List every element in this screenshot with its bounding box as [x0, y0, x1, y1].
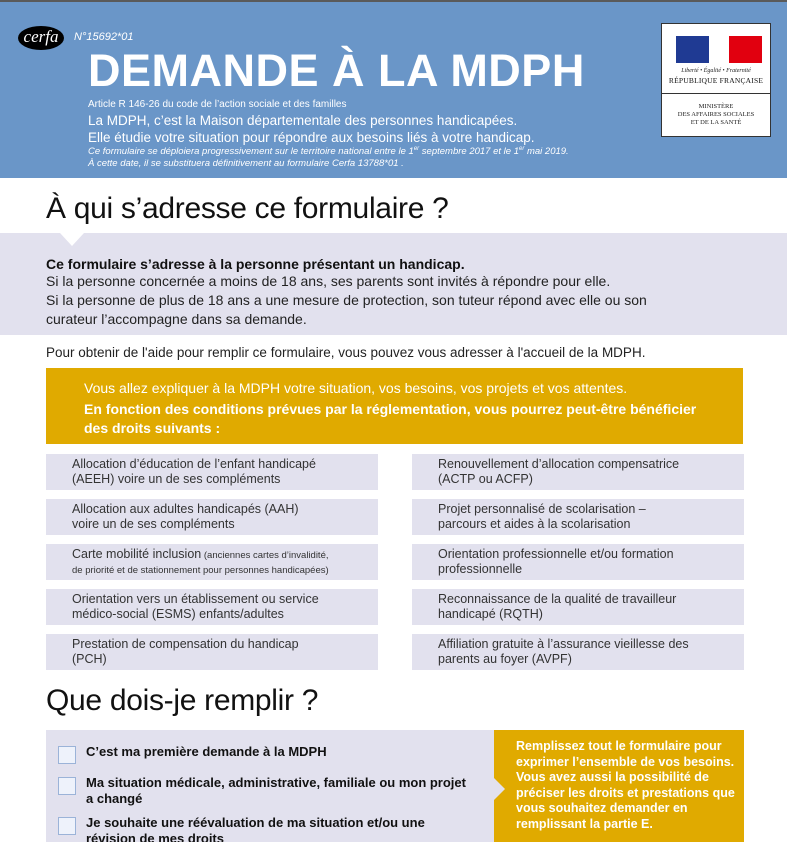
- cerfa-number: N°15692*01: [74, 31, 134, 43]
- speech-notch: [60, 233, 84, 246]
- rf-name: RÉPUBLIQUE FRANÇAISE: [668, 76, 764, 85]
- right-item-pch: Prestation de compensation du handicap (PCH): [46, 634, 378, 670]
- option-first-request[interactable]: C’est ma première demande à la MDPH: [58, 744, 466, 764]
- fill-instructions-note: Remplissez tout le formulaire pour exprimer l’ensemble de vos besoins. Vous avez aussi la possibilité de préciser les droits et prestations que vous souhaitez demander en remplissant la partie E.: [494, 730, 744, 842]
- who-line-1: Si la personne concernée a moins de 18 ans, ses parents sont invités à répondre pour elle.: [46, 273, 611, 289]
- deployment-note-2: À cette date, il se substituera définitivement au formulaire Cerfa 13788*01 .: [88, 158, 404, 169]
- legal-article: Article R 146-26 du code de l’action sociale et des familles: [88, 99, 347, 110]
- right-item-orientation-pro: Orientation professionnelle et/ou formation professionnelle: [412, 544, 744, 580]
- request-type-panel: [46, 730, 494, 842]
- right-item-actp: Renouvellement d’allocation compensatrice (ACTP ou ACFP): [412, 454, 744, 490]
- ministry-name: MINISTÈRE DES AFFAIRES SOCIALES ET DE LA SANTÉ: [677, 103, 755, 126]
- logo-divider: [662, 93, 770, 94]
- section-heading-who: À qui s’adresse ce formulaire ?: [46, 192, 449, 225]
- checkbox-situation-changed[interactable]: [58, 777, 76, 795]
- who-lead-text: Ce formulaire s’adresse à la personne présentant un handicap.: [46, 256, 465, 272]
- checkbox-first-request[interactable]: [58, 746, 76, 764]
- rights-banner: [46, 368, 743, 444]
- right-item-cmi: Carte mobilité inclusion (anciennes cartes d’invalidité, de priorité et de stationnement pour personnes handicapées): [46, 544, 378, 580]
- section-heading-fill: Que dois-je remplir ?: [46, 684, 319, 717]
- checkbox-reevaluation[interactable]: [58, 817, 76, 835]
- option-situation-changed[interactable]: Ma situation médicale, administrative, familiale ou mon projet a changé: [58, 775, 466, 807]
- who-line-2: Si la personne de plus de 18 ans a une mesure de protection, son tuteur répond avec elle ou son: [46, 292, 647, 308]
- republique-francaise-logo: [661, 23, 771, 137]
- marianne-flag-icon: [676, 36, 762, 63]
- rights-intro: Vous allez expliquer à la MDPH votre situation, vos besoins, vos projets et vos attentes.: [84, 380, 628, 396]
- right-item-avpf: Affiliation gratuite à l’assurance vieillesse des parents au foyer (AVPF): [412, 634, 744, 670]
- help-text: Pour obtenir de l'aide pour remplir ce formulaire, vous pouvez vous adresser à l'accueil de la MDPH.: [46, 345, 646, 360]
- right-item-aah: Allocation aux adultes handicapés (AAH) voire un de ses compléments: [46, 499, 378, 535]
- right-item-pps: Projet personnalisé de scolarisation – parcours et aides à la scolarisation: [412, 499, 744, 535]
- right-item-esms: Orientation vers un établissement ou service médico-social (ESMS) enfants/adultes: [46, 589, 378, 625]
- rights-intro-bold: En fonction des conditions prévues par la réglementation, vous pourrez peut-être bénéficier des droits suivants :: [84, 401, 697, 436]
- page-title: DEMANDE À LA MDPH: [88, 45, 585, 96]
- header-description-2: Elle étudie votre situation pour répondre aux besoins liés à votre handicap.: [88, 130, 535, 145]
- right-item-aeeh: Allocation d’éducation de l’enfant handicapé (AEEH) voire un de ses compléments: [46, 454, 378, 490]
- who-line-3: curateur l’accompagne dans sa demande.: [46, 311, 307, 327]
- deployment-note-1: Ce formulaire se déploiera progressivement sur le territoire national entre le 1er septembre 2017 et le 1er mai 2019.: [88, 146, 569, 158]
- form-header: [0, 2, 787, 178]
- right-item-rqth: Reconnaissance de la qualité de travailleur handicapé (RQTH): [412, 589, 744, 625]
- header-description-1: La MDPH, c’est la Maison départementale des personnes handicapées.: [88, 113, 518, 128]
- arrow-notch-icon: [494, 778, 505, 800]
- option-reevaluation[interactable]: Je souhaite une réévaluation de ma situation et/ou une révision de mes droits: [58, 815, 466, 842]
- cerfa-logo: cerfa: [18, 26, 64, 50]
- rf-motto: Liberté • Égalité • Fraternité: [681, 68, 751, 74]
